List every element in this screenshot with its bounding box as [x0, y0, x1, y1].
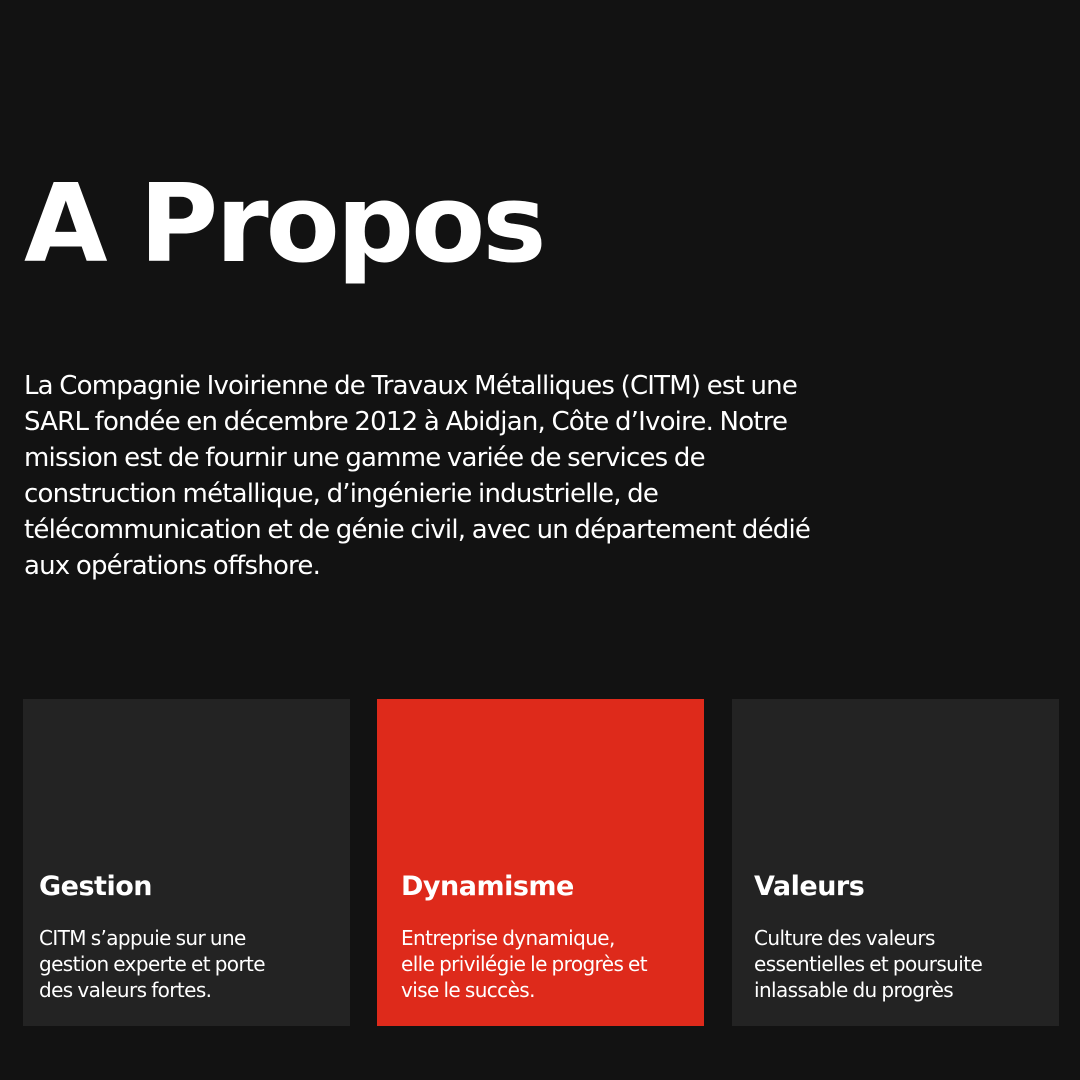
card-text-line: Entreprise dynamique,	[401, 926, 615, 950]
card-text-line: Culture des valeurs	[754, 926, 935, 950]
card-text-line: inlassable du progrès	[754, 978, 954, 1002]
card-title: Valeurs	[754, 871, 865, 902]
intro-line: construction métallique, d’ingénierie industrielle, de	[24, 479, 659, 509]
intro-line: SARL fondée en décembre 2012 à Abidjan, Côte d’Ivoire. Notre	[24, 407, 788, 437]
intro-paragraph	[24, 368, 1024, 584]
card-text-line: vise le succès.	[401, 978, 535, 1002]
card-description	[754, 925, 1049, 1003]
card-text-line: gestion experte et porte	[39, 952, 266, 976]
intro-line: aux opérations offshore.	[24, 551, 321, 581]
card-description	[401, 925, 696, 1003]
card-text-line: CITM s’appuie sur une	[39, 926, 246, 950]
card-description	[39, 925, 339, 1003]
intro-line: télécommunication et de génie civil, avec un département dédié	[24, 515, 811, 545]
intro-line: La Compagnie Ivoirienne de Travaux Métalliques (CITM) est une	[24, 371, 798, 401]
card-dynamisme	[377, 699, 704, 1026]
card-text-line: essentielles et poursuite	[754, 952, 983, 976]
values-cards	[23, 699, 1059, 1026]
card-text-line: elle privilégie le progrès et	[401, 952, 647, 976]
card-title: Dynamisme	[401, 871, 574, 902]
page-title: A Propos	[24, 162, 544, 287]
card-text-line: des valeurs fortes.	[39, 978, 212, 1002]
card-gestion	[23, 699, 350, 1026]
card-title: Gestion	[39, 871, 152, 902]
card-valeurs	[732, 699, 1059, 1026]
intro-line: mission est de fournir une gamme variée de services de	[24, 443, 705, 473]
